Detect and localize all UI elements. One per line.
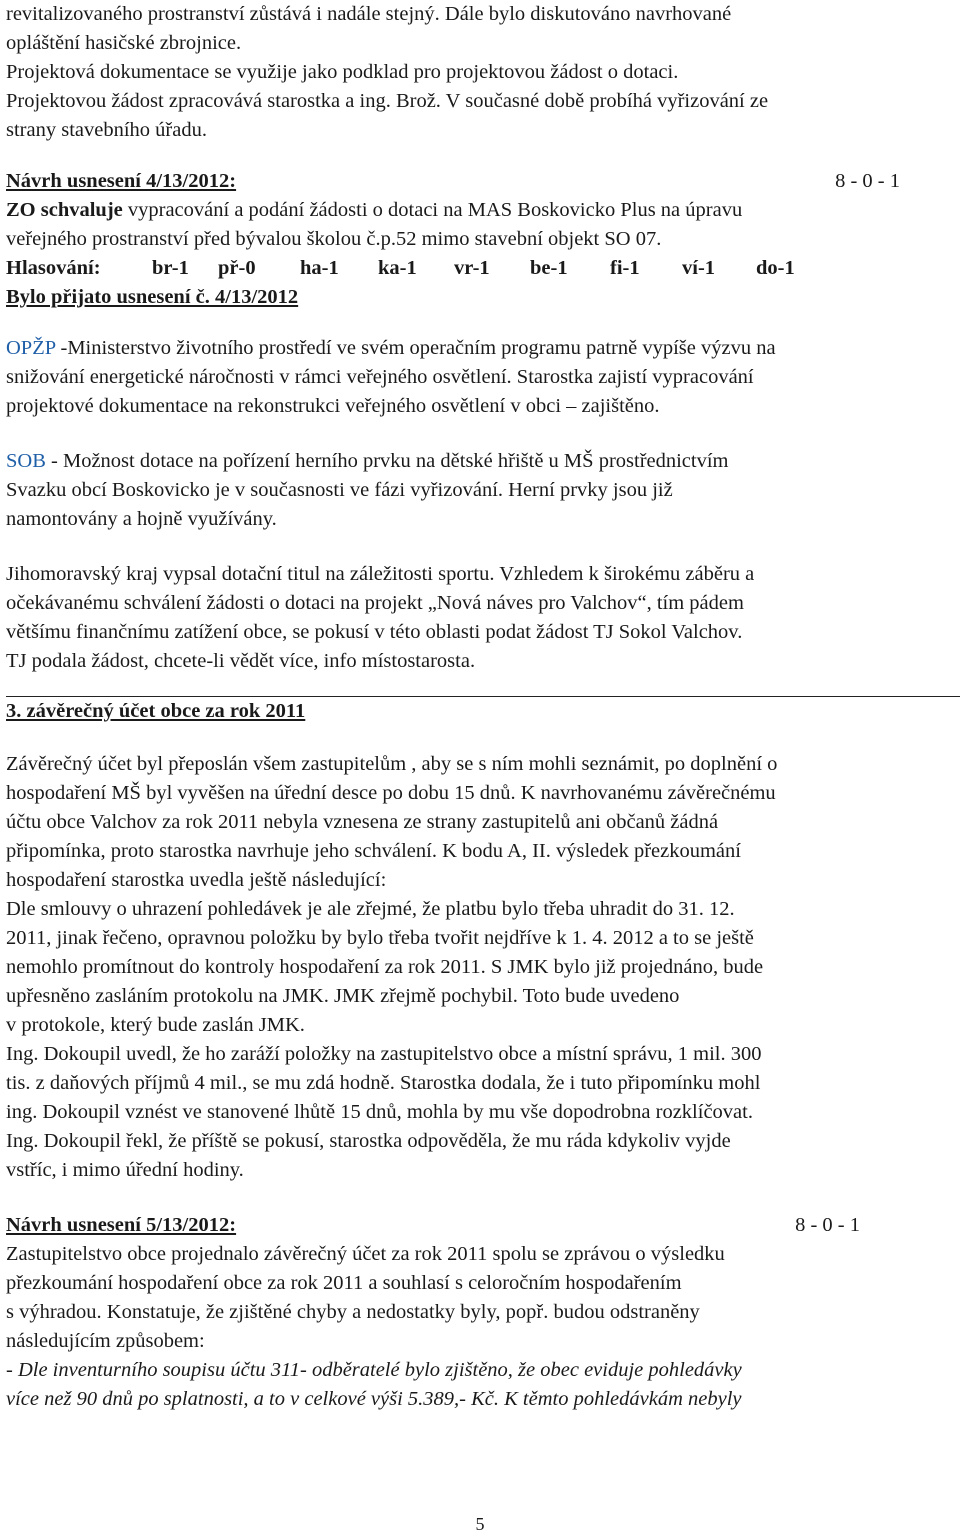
- zo-approves: ZO schvaluje: [6, 199, 123, 221]
- intro-line: Projektová dokumentace se využije jako podklad pro projektovou žádost o dotaci.: [6, 61, 679, 83]
- body-line: účtu obce Valchov za rok 2011 nebyla vznesena ze strany zastupitelů ani občanů žádná: [6, 811, 719, 833]
- vote-item: br-1: [152, 257, 189, 279]
- page-number: 5: [475, 1514, 485, 1534]
- opzp-line: projektové dokumentace na rekonstrukci veřejného osvětlení v obci – zajištěno.: [6, 395, 660, 417]
- resolution-4-text: veřejného prostranství před bývalou školou č.p.52 mimo stavební objekt SO 07.: [6, 228, 662, 250]
- body-line: vstříc, i mimo úřední hodiny.: [6, 1159, 244, 1181]
- body-line: Ing. Dokoupil uvedl, že ho zaráží položky na zastupitelstvo obce a místní správu, 1 mil. 300: [6, 1043, 762, 1065]
- intro-line: strany stavebního úřadu.: [6, 119, 207, 141]
- vote-item: př-0: [218, 257, 256, 279]
- intro-line: revitalizovaného prostranství zůstává i nadále stejný. Dále bylo diskutováno navrhované: [6, 3, 732, 25]
- body-line: hospodaření MŠ byl vyvěšen na úřední desce po dobu 15 dnů. K navrhovanému závěrečnému: [6, 782, 776, 804]
- resolution-4-accepted: Bylo přijato usnesení č. 4/13/2012: [6, 286, 299, 308]
- intro-line: Projektovou žádost zpracovává starostka a ing. Brož. V současné době probíhá vyřizování ze: [6, 90, 769, 112]
- resolution-5-line: přezkoumání hospodaření obce za rok 2011 a souhlasí s celoročním hospodařením: [6, 1272, 682, 1294]
- resolution-4-text: ZO schvaluje vypracování a podání žádosti o dotaci na MAS Boskovicko Plus na úpravu: [6, 199, 743, 221]
- jmk-line: očekávanému schválení žádosti o dotaci na projekt „Nová náves pro Valchov“, tím pádem: [6, 592, 744, 614]
- body-line: Dle smlouvy o uhrazení pohledávek je ale zřejmé, že platbu bylo třeba uhradit do 31. 12.: [6, 898, 735, 920]
- resolution-5-line: Zastupitelstvo obce projednalo závěrečný účet za rok 2011 spolu se zprávou o výsledku: [6, 1243, 725, 1265]
- opzp-paragraph: OPŽP -Ministerstvo životního prostředí ve svém operačním programu patrně vypíše výzvu na: [6, 337, 776, 359]
- vote-item: ka-1: [378, 257, 417, 279]
- resolution-5-header: [6, 1211, 956, 1240]
- sob-line: namontovány a hojně využívány.: [6, 508, 277, 530]
- vote-item: ha-1: [300, 257, 339, 279]
- body-line: upřesněno zasláním protokolu na JMK. JMK zřejmě pochybil. Toto bude uvedeno: [6, 985, 680, 1007]
- jmk-line: většímu finančnímu zatížení obce, se pokusí v této oblasti podat žádost TJ Sokol Valchov.: [6, 621, 743, 643]
- body-line: 2011, jinak řečeno, opravnou položku by bylo třeba tvořit nejdříve k 1. 4. 2012 a to se ještě: [6, 927, 754, 949]
- sob-tag: SOB: [6, 450, 46, 472]
- vote-item: vr-1: [454, 257, 490, 279]
- intro-line: opláštění hasičské zbrojnice.: [6, 32, 242, 54]
- resolution-5-line: následujícím způsobem:: [6, 1330, 205, 1352]
- resolution-4-title: Návrh usnesení 4/13/2012:: [6, 170, 237, 192]
- vote-label: Hlasování:: [6, 257, 101, 279]
- resolution-4-header: [6, 167, 956, 196]
- resolution-4-tally: 8 - 0 - 1: [835, 170, 900, 192]
- vote-item: do-1: [756, 257, 795, 279]
- body-line: tis. z daňových příjmů 4 mil., se mu zdá hodně. Starostka dodala, že i tuto připomínku mohl: [6, 1072, 761, 1094]
- body-line: připomínka, proto starostka navrhuje jeho schválení. K bodu A, II. výsledek přezkoumání: [6, 840, 741, 862]
- resolution-5-italic-line: - Dle inventurního soupisu účtu 311- odběratelé bylo zjištěno, že obec eviduje pohledávky: [6, 1359, 742, 1381]
- resolution-5-line: s výhradou. Konstatuje, že zjištěné chyby a nedostatky byly, popř. budou odstraněny: [6, 1301, 700, 1323]
- resolution-5-italic-line: více než 90 dnů po splatnosti, a to v celkové výši 5.389,- Kč. K těmto pohledávkám nebyly: [6, 1388, 742, 1410]
- sob-line: Svazku obcí Boskovicko je v současnosti ve fázi vyřizování. Herní prvky jsou již: [6, 479, 673, 501]
- opzp-tag: OPŽP: [6, 337, 56, 359]
- body-line: nemohlo promítnout do kontroly hospodaření za rok 2011. S JMK bylo již projednáno, bude: [6, 956, 764, 978]
- document-page: [6, 0, 956, 1414]
- body-line: Ing. Dokoupil řekl, že příště se pokusí, starostka odpověděla, že mu ráda kdykoliv vyjde: [6, 1130, 731, 1152]
- sob-paragraph: SOB - Možnost dotace na pořízení herního prvku na dětské hřiště u MŠ prostřednictvím: [6, 450, 729, 472]
- body-line: Závěrečný účet byl přeposlán všem zastupitelům , aby se s ním mohli seznámit, po doplnění o: [6, 753, 778, 775]
- vote-item: ví-1: [682, 257, 716, 279]
- vote-item: be-1: [530, 257, 568, 279]
- resolution-5-title: Návrh usnesení 5/13/2012:: [6, 1214, 237, 1236]
- section-3-heading: 3. závěrečný účet obce za rok 2011: [6, 700, 306, 722]
- vote-record: [6, 254, 956, 283]
- body-line: v protokole, který bude zaslán JMK.: [6, 1014, 305, 1036]
- body-line: ing. Dokoupil vznést ve stanovené lhůtě 15 dnů, mohla by mu vše dopodrobna rozklíčovat.: [6, 1101, 753, 1123]
- jmk-line: TJ podala žádost, chcete-li vědět více, info místostarosta.: [6, 650, 476, 672]
- jmk-line: Jihomoravský kraj vypsal dotační titul na záležitosti sportu. Vzhledem k širokému záběru a: [6, 563, 755, 585]
- resolution-5-tally: 8 - 0 - 1: [795, 1214, 860, 1236]
- vote-item: fi-1: [610, 257, 640, 279]
- section-3-body: [6, 750, 956, 1185]
- body-line: hospodaření starostka uvedla ještě následující:: [6, 869, 387, 891]
- opzp-line: snižování energetické náročnosti v rámci veřejného osvětlení. Starostka zajistí vypracování: [6, 366, 754, 388]
